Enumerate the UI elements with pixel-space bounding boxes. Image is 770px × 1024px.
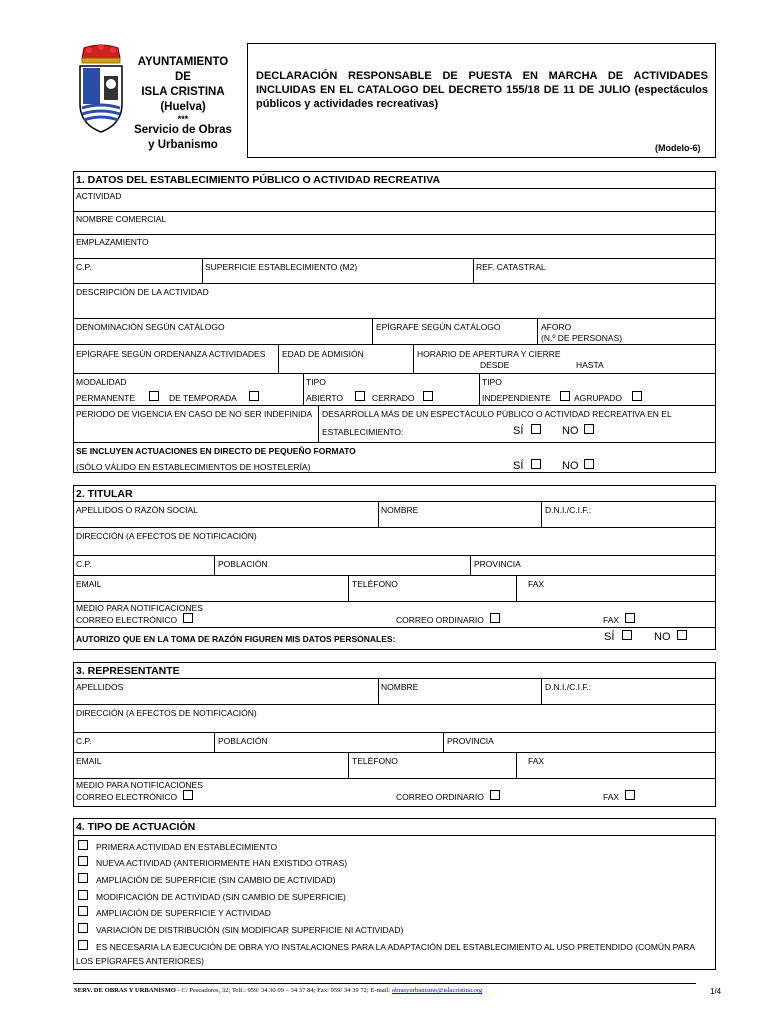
checkbox-correo-electronico[interactable] xyxy=(183,790,193,800)
label-actuaciones: SE INCLUYEN ACTUACIONES EN DIRECTO DE PEQUEÑO FORMATO xyxy=(76,446,356,456)
label-telefono: TELÉFONO xyxy=(352,579,398,589)
label-horario: HORARIO DE APERTURA Y CIERRE xyxy=(417,349,561,359)
org-line: (Huelva) xyxy=(160,101,206,113)
label-direccion: DIRECCIÓN (A EFECTOS DE NOTIFICACIÓN) xyxy=(76,531,257,541)
label-correo-ordinario: CORREO ORDINARIO xyxy=(396,792,484,802)
org-line: *** xyxy=(177,114,189,124)
footer xyxy=(74,987,482,994)
label-si: SÍ xyxy=(604,631,615,643)
label-fax: FAX xyxy=(528,756,545,766)
checkbox-ejecucion-obra[interactable] xyxy=(78,940,88,950)
label-no: NO xyxy=(562,460,579,472)
checkbox-correo-ordinario[interactable] xyxy=(490,613,500,623)
label-no: NO xyxy=(654,631,671,643)
checkbox-actuaciones-si[interactable] xyxy=(531,459,541,469)
option-label-continued: LOS EPÍGRAFES ANTERIORES) xyxy=(76,956,205,966)
checkbox-ampliacion-superficie-actividad[interactable] xyxy=(78,906,88,916)
checkbox-autorizo-no[interactable] xyxy=(677,630,687,640)
label-telefono: TELÉFONO xyxy=(352,756,398,766)
checkbox-correo-ordinario[interactable] xyxy=(490,790,500,800)
label-poblacion: POBLACIÓN xyxy=(218,736,268,746)
label-cerrado: CERRADO xyxy=(372,393,415,403)
footer-service: SERV. DE OBRAS Y URBANISMO xyxy=(74,987,176,994)
footer-email-link[interactable]: obrasyurbanismo@islacristina.org xyxy=(391,987,483,994)
model-number: (Modelo-6) xyxy=(655,143,701,153)
checkbox-actuaciones-no[interactable] xyxy=(584,459,594,469)
org-line: y Urbanismo xyxy=(148,139,218,151)
label-fax-notif: FAX xyxy=(603,792,620,802)
option-label: AMPLIACIÓN DE SUPERFICIE (SIN CAMBIO DE ACTIVIDAD) xyxy=(96,875,336,885)
org-line: DE xyxy=(175,71,191,83)
org-line: Servicio de Obras xyxy=(134,124,232,136)
label-ref-catastral: REF. CATASTRAL xyxy=(476,262,546,272)
label-desde: DESDE xyxy=(480,360,510,370)
label-correo-electronico: CORREO ELECTRÓNICO xyxy=(76,615,178,625)
label-provincia: PROVINCIA xyxy=(474,559,521,569)
checkbox-nueva-actividad[interactable] xyxy=(78,856,88,866)
section-2-title: 2. TITULAR xyxy=(76,488,133,500)
org-line: ISLA CRISTINA xyxy=(141,86,225,98)
label-apellidos: APELLIDOS xyxy=(76,682,124,692)
label-direccion: DIRECCIÓN (A EFECTOS DE NOTIFICACIÓN) xyxy=(76,708,257,718)
section-4-title: 4. TIPO DE ACTUACIÓN xyxy=(76,821,196,833)
checkbox-temporada[interactable] xyxy=(249,391,259,401)
label-tipo-apertura: TIPO xyxy=(306,377,326,387)
label-si: SÍ xyxy=(513,460,524,472)
label-aforo-sub: (N.º DE PERSONAS) xyxy=(541,333,623,343)
label-temporada: DE TEMPORADA xyxy=(169,393,237,403)
label-fax-notif: FAX xyxy=(603,615,620,625)
option-label: VARIACIÓN DE DISTRIBUCIÓN (SIN MODIFICAR SUPERFICIE NI ACTIVIDAD) xyxy=(96,925,404,935)
checkbox-correo-electronico[interactable] xyxy=(183,613,193,623)
label-epigrafe-catalogo: EPÍGRAFE SEGÚN CATÁLOGO xyxy=(376,322,501,332)
label-nombre-comercial: NOMBRE COMERCIAL xyxy=(76,214,167,224)
label-poblacion: POBLACIÓN xyxy=(218,559,268,569)
organization-block xyxy=(128,55,238,153)
checkbox-variacion-distribucion[interactable] xyxy=(78,923,88,933)
label-modalidad: MODALIDAD xyxy=(76,377,127,387)
label-epigrafe-ordenanza: EPÍGRAFE SEGÚN ORDENANZA ACTIVIDADES xyxy=(76,349,266,359)
label-superficie: SUPERFICIE ESTABLECIMIENTO (M2) xyxy=(205,262,358,272)
label-nombre: NOMBRE xyxy=(381,682,419,692)
section-1-title: 1. DATOS DEL ESTABLECIMIENTO PÚBLICO O ACTIVIDAD RECREATIVA xyxy=(76,174,441,186)
checkbox-autorizo-si[interactable] xyxy=(622,630,632,640)
label-nombre: NOMBRE xyxy=(381,505,419,515)
label-tipo-agrupacion: TIPO xyxy=(482,377,502,387)
label-edad-admision: EDAD DE ADMISIÓN xyxy=(282,349,364,359)
label-agrupado: AGRUPADO xyxy=(574,393,623,403)
option-label: NUEVA ACTIVIDAD (ANTERIORMENTE HAN EXISTIDO OTRAS) xyxy=(96,858,348,868)
checkbox-fax[interactable] xyxy=(625,790,635,800)
label-cp: C.P. xyxy=(76,736,92,746)
label-medio-notificaciones: MEDIO PARA NOTIFICACIONES xyxy=(76,603,203,613)
document-title: DECLARACIÓN RESPONSABLE DE PUESTA EN MARCHA DE ACTIVIDADES INCLUIDAS EN EL CATALOGO DEL DECRETO 155/18 DE 11 DE JULIO (espectáculos públicos y actividades recreativas) xyxy=(256,70,708,110)
label-email: EMAIL xyxy=(76,756,102,766)
label-desarrolla: DESARROLLA MÁS DE UN ESPECTÁCULO PÚBLICO O ACTIVIDAD RECREATIVA EN EL xyxy=(322,409,672,419)
label-cp: C.P. xyxy=(76,559,92,569)
label-apellidos: APELLIDOS O RAZÓN SOCIAL xyxy=(76,505,198,515)
checkbox-abierto[interactable] xyxy=(355,391,365,401)
label-cp: C.P. xyxy=(76,262,92,272)
option-label: MODIFICACIÓN DE ACTIVIDAD (SIN CAMBIO DE SUPERFICIE) xyxy=(96,892,346,902)
checkbox-modificacion-actividad[interactable] xyxy=(78,890,88,900)
checkbox-desarrolla-no[interactable] xyxy=(584,424,594,434)
option-label: PRIMERA ACTIVIDAD EN ESTABLECIMIENTO xyxy=(96,842,278,852)
checkbox-independiente[interactable] xyxy=(560,391,570,401)
label-medio-notificaciones: MEDIO PARA NOTIFICACIONES xyxy=(76,780,203,790)
org-line: AYUNTAMIENTO xyxy=(137,56,229,68)
checkbox-fax[interactable] xyxy=(625,613,635,623)
label-aforo: AFORO xyxy=(541,322,572,332)
checkbox-cerrado[interactable] xyxy=(423,391,433,401)
label-dni: D.N.I./C.I.F.: xyxy=(545,505,592,515)
checkbox-permanente[interactable] xyxy=(149,391,159,401)
option-label: AMPLIACIÓN DE SUPERFICIE Y ACTIVIDAD xyxy=(96,908,271,918)
label-fax: FAX xyxy=(528,579,545,589)
page-number: 1/4 xyxy=(710,987,722,996)
coat-of-arms-logo xyxy=(76,44,126,136)
checkbox-agrupado[interactable] xyxy=(632,391,642,401)
label-descripcion: DESCRIPCIÓN DE LA ACTIVIDAD xyxy=(76,287,209,297)
label-denominacion: DENOMINACIÓN SEGÚN CATÁLOGO xyxy=(76,322,225,332)
label-abierto: ABIERTO xyxy=(306,393,344,403)
label-si: SÍ xyxy=(513,425,524,437)
footer-address: - C/ Pescadores, 32; Telf.: 959/ 34 30 09 – 34 37 84; Fax: 959/ 34 39 72; E-mail: xyxy=(175,987,392,994)
label-establecimiento: ESTABLECIMIENTO: xyxy=(322,427,404,437)
label-permanente: PERMANENTE xyxy=(76,393,136,403)
label-emplazamiento: EMPLAZAMIENTO xyxy=(76,237,149,247)
label-no: NO xyxy=(562,425,579,437)
label-periodo-vigencia: PERIODO DE VIGENCIA EN CASO DE NO SER INDEFINIDA xyxy=(76,409,313,419)
section-3-title: 3. REPRESENTANTE xyxy=(76,665,180,677)
checkbox-desarrolla-si[interactable] xyxy=(531,424,541,434)
label-autorizo: AUTORIZO QUE EN LA TOMA DE RAZÓN FIGUREN MIS DATOS PERSONALES: xyxy=(76,634,396,644)
label-email: EMAIL xyxy=(76,579,102,589)
label-correo-electronico: CORREO ELECTRÓNICO xyxy=(76,792,178,802)
option-label: ES NECESARIA LA EJECUCIÓN DE OBRA Y/O INSTALACIONES PARA LA ADAPTACIÓN DEL ESTABLECIMIENTO AL USO PRETENDIDO (COMÚN PARA xyxy=(96,942,696,952)
label-provincia: PROVINCIA xyxy=(447,736,494,746)
checkbox-primera-actividad[interactable] xyxy=(78,840,88,850)
label-hasta: HASTA xyxy=(576,360,604,370)
label-correo-ordinario: CORREO ORDINARIO xyxy=(396,615,484,625)
label-actuaciones-sub: (SÓLO VÁLIDO EN ESTABLECIMIENTOS DE HOSTELERÍA) xyxy=(76,462,311,472)
label-dni: D.N.I./C.I.F.: xyxy=(545,682,592,692)
label-actividad: ACTIVIDAD xyxy=(76,191,122,201)
label-independiente: INDEPENDIENTE xyxy=(482,393,551,403)
checkbox-ampliacion-superficie[interactable] xyxy=(78,873,88,883)
